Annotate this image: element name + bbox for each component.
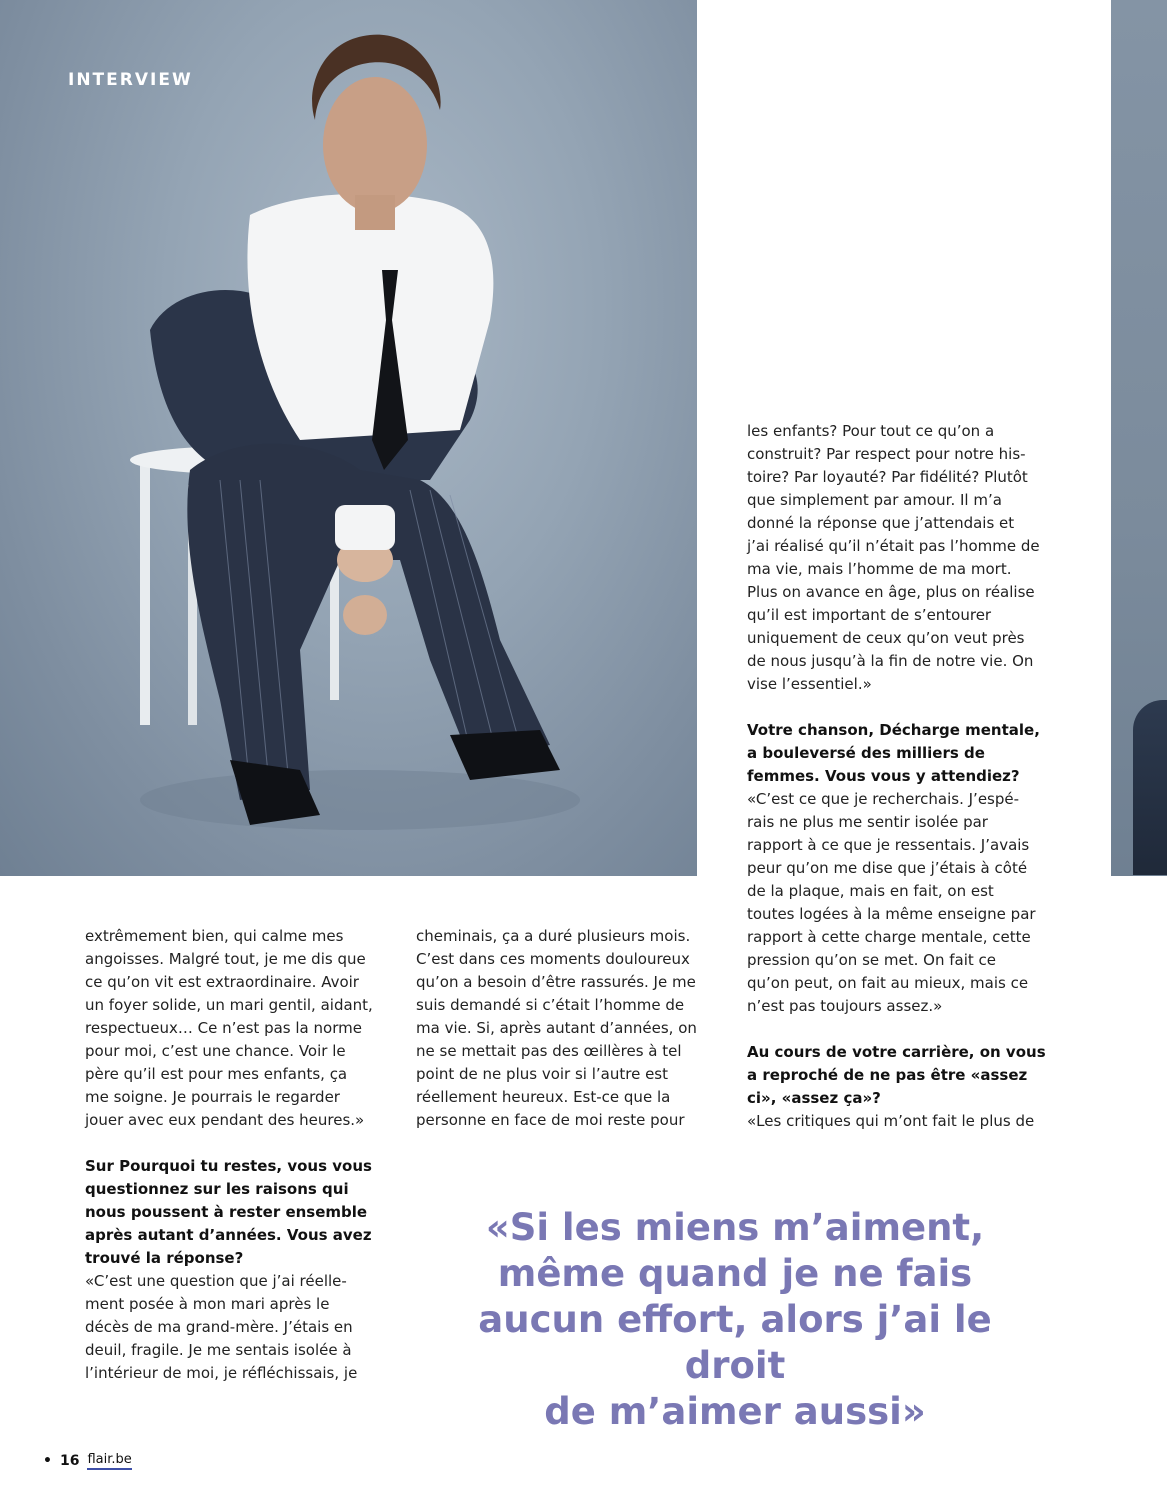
- next-page-photo-edge: [1111, 0, 1167, 876]
- text-line: de nous jusqu’à la fin de notre vie. On: [747, 652, 1034, 670]
- answer-line: deuil, fragile. Je me sentais isolée à: [85, 1341, 352, 1359]
- question-line: a bouleversé des milliers de: [747, 744, 985, 762]
- text-line: j’ai réalisé qu’il n’était pas l’homme de: [747, 537, 1040, 555]
- answer-line: ment posée à mon mari après le: [85, 1295, 330, 1313]
- answer-line: rapport à ce que je ressentais. J’avais: [747, 836, 1030, 854]
- text-line: point de ne plus voir si l’autre est: [416, 1065, 669, 1083]
- text-line: Plus on avance en âge, plus on réalise: [747, 583, 1035, 601]
- answer-line: «C’est ce que je recherchais. J’espé-: [747, 790, 1020, 808]
- text-line: donné la réponse que j’attendais et: [747, 514, 1015, 532]
- text-line: père qu’il est pour mes enfants, ça: [85, 1065, 348, 1083]
- answer-line: de la plaque, mais en fait, on est: [747, 882, 994, 900]
- portrait-photo: [0, 0, 697, 876]
- text-line: personne en face de moi reste pour: [416, 1111, 685, 1129]
- column-1-top: [85, 925, 395, 1132]
- answer-line: décès de ma grand-mère. J’étais en: [85, 1318, 353, 1336]
- page-number: 16: [59, 1453, 80, 1469]
- text-line: cheminais, ça a duré plusieurs mois.: [416, 927, 691, 945]
- answer-line: «Les critiques qui m’ont fait le plus de: [747, 1112, 1035, 1130]
- site-link[interactable]: flair.be: [87, 1452, 131, 1470]
- paragraph-gap: [747, 1018, 1057, 1041]
- text-line: un foyer solide, un mari gentil, aidant,: [85, 996, 373, 1014]
- text-line: toire? Par loyauté? Par fidélité? Plutôt: [747, 468, 1028, 486]
- answer-line: «C’est une question que j’ai réelle-: [85, 1272, 347, 1290]
- portrait-illustration: [0, 0, 697, 876]
- page-folio: [43, 1452, 132, 1470]
- answer-line: peur qu’on me dise que j’étais à côté: [747, 859, 1028, 877]
- answer-line: toutes logées à la même enseigne par: [747, 905, 1036, 923]
- question-line: après autant d’années. Vous avez: [85, 1226, 372, 1244]
- paragraph-gap: [747, 696, 1057, 719]
- text-line: C’est dans ces moments douloureux: [416, 950, 690, 968]
- text-line: vise l’essentiel.»: [747, 675, 872, 693]
- text-line: extrêmement bien, qui calme mes: [85, 927, 344, 945]
- answer-line: n’est pas toujours assez.»: [747, 997, 943, 1015]
- question-line: Sur Pourquoi tu restes, vous vous: [85, 1157, 372, 1175]
- question-line: Au cours de votre carrière, on vous: [747, 1043, 1046, 1061]
- text-line: réellement heureux. Est-ce que la: [416, 1088, 671, 1106]
- section-label: INTERVIEW: [68, 70, 193, 90]
- text-line: qu’on a besoin d’être rassurés. Je me: [416, 973, 696, 991]
- text-line: que simplement par amour. Il m’a: [747, 491, 1002, 509]
- pull-quote-line: «Si les miens m’aiment,: [485, 1206, 985, 1249]
- text-line: suis demandé si c’était l’homme de: [416, 996, 685, 1014]
- pull-quote: [430, 1205, 1040, 1435]
- photo-detail: [1133, 700, 1167, 875]
- text-line: me soigne. Je pourrais le regarder: [85, 1088, 340, 1106]
- question-line: femmes. Vous vous y attendiez?: [747, 767, 1020, 785]
- pull-quote-line: aucun effort, alors j’ai le droit: [478, 1298, 992, 1387]
- answer-line: qu’on peut, on fait au mieux, mais ce: [747, 974, 1029, 992]
- text-line: pour moi, c’est une chance. Voir le: [85, 1042, 346, 1060]
- pull-quote-line: de m’aimer aussi»: [544, 1390, 926, 1433]
- question-line: Votre chanson, Décharge mentale,: [747, 721, 1040, 739]
- pull-quote-line: même quand je ne fais: [497, 1252, 973, 1295]
- answer-line: pression qu’on se met. On fait ce: [747, 951, 997, 969]
- text-line: ma vie, mais l’homme de ma mort.: [747, 560, 1012, 578]
- column-3: [747, 420, 1057, 1133]
- question-line: a reproché de ne pas être «assez: [747, 1066, 1028, 1084]
- text-line: angoisses. Malgré tout, je me dis que: [85, 950, 366, 968]
- text-line: jouer avec eux pendant des heures.»: [85, 1111, 365, 1129]
- answer-line: rapport à cette charge mentale, cette: [747, 928, 1031, 946]
- text-line: ma vie. Si, après autant d’années, on: [416, 1019, 697, 1037]
- folio-bullet: •: [43, 1453, 52, 1469]
- text-line: les enfants? Pour tout ce qu’on a: [747, 422, 995, 440]
- question-line: trouvé la réponse?: [85, 1249, 244, 1267]
- answer-line: l’intérieur de moi, je réfléchissais, je: [85, 1364, 358, 1382]
- text-line: ne se mettait pas des œillères à tel: [416, 1042, 682, 1060]
- answer-line: rais ne plus me sentir isolée par: [747, 813, 988, 831]
- text-line: construit? Par respect pour notre his-: [747, 445, 1026, 463]
- text-line: respectueux… Ce n’est pas la norme: [85, 1019, 362, 1037]
- question-line: questionnez sur les raisons qui: [85, 1180, 349, 1198]
- column-1-bottom: [85, 1155, 395, 1385]
- text-line: uniquement de ceux qu’on veut près: [747, 629, 1025, 647]
- text-line: qu’il est important de s’entourer: [747, 606, 992, 624]
- column-2: [416, 925, 726, 1132]
- text-line: ce qu’on vit est extraordinaire. Avoir: [85, 973, 359, 991]
- question-line: nous poussent à rester ensemble: [85, 1203, 368, 1221]
- question-line: ci», «assez ça»?: [747, 1089, 881, 1107]
